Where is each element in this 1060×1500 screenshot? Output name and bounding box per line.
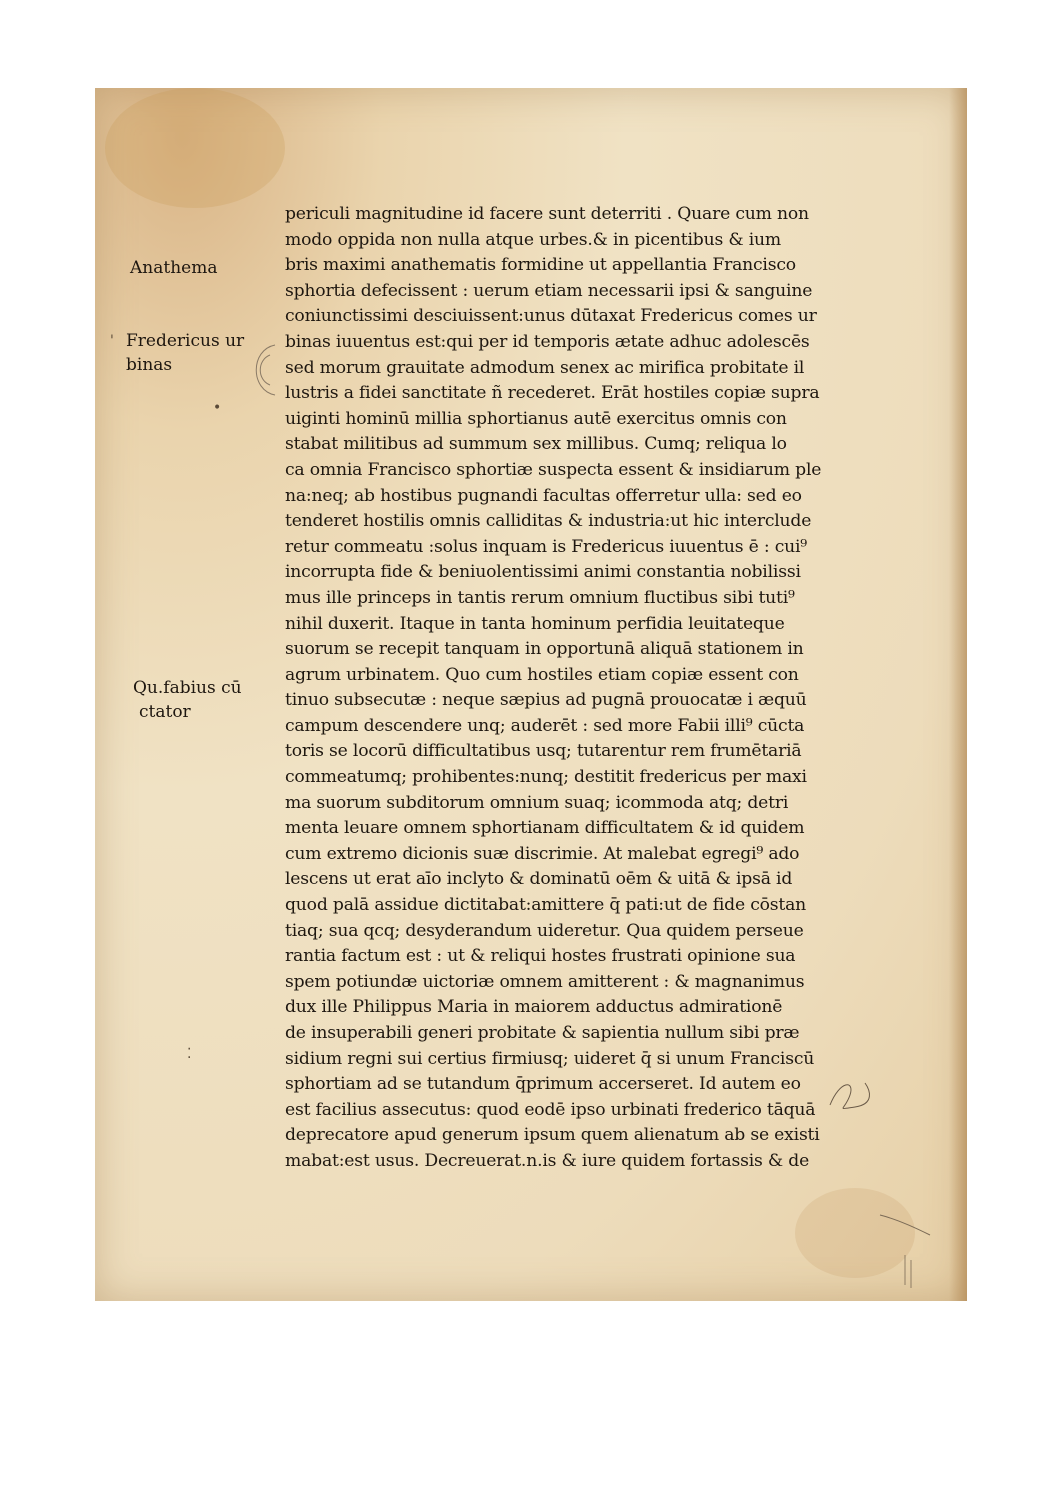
text-line: sed morum grauitate admodum senex ac mirifica probitate il [285, 357, 805, 378]
marginal-note-anathema: Anathema [130, 258, 218, 278]
text-line: spem potiundæ uictoriæ omnem amitterent : & magnanimus [285, 971, 805, 992]
text-line: tinuo subsecutæ : neque sæpius ad pugnā prouocatæ i æquū [285, 690, 807, 711]
text-line: ma suorum subditorum omnium suaq; icommoda atq; detri [285, 792, 789, 813]
marginal-note-fabius: Qu.fabius cū ctator [133, 678, 242, 722]
ink-flourish-icon [825, 1075, 875, 1115]
text-line: cum extremo dicionis suæ discrimie. At malebat egregi⁹ ado [285, 843, 800, 864]
text-line: est facilius assecutus: quod eodē ipso urbinati frederico tāquā [285, 1099, 816, 1120]
text-line: incorrupta fide & beniuolentissimi animi constantia nobilissi [285, 562, 801, 583]
text-line: lescens ut erat aīo inclyto & dominatū oēm & uitā & ipsā id [285, 869, 793, 890]
text-line: mabat:est usus. Decreuerat.n.is & iure quidem fortassis & de [285, 1150, 810, 1171]
text-line: coniunctissimi desciuissent:unus dūtaxat Fredericus comes ur [285, 306, 817, 327]
text-line: sphortia defecissent : uerum etiam necessarii ipsi & sanguine [285, 280, 813, 301]
marginal-note-fredericus: Fredericus ur binas [126, 331, 245, 375]
margin-dot-mark: • [213, 400, 222, 416]
text-line: quod palā assidue dictitabat:amittere q̄ pati:ut de fide cōstan [285, 895, 807, 916]
text-line: menta leuare omnem sphortianam difficultatem & id quidem [285, 818, 805, 839]
text-line: modo oppida non nulla atque urbes.& in picentibus & ium [285, 229, 781, 250]
text-line: nihil duxerit. Itaque in tanta hominum perfidia leuitateque [285, 613, 785, 634]
margin-dot-mark: ⁚ [187, 1046, 192, 1062]
text-line: retur commeatu :solus inquam is Fredericus iuuentus ē : cui⁹ [285, 536, 807, 557]
text-line: periculi magnitudine id facere sunt deterriti . Quare cum non [285, 204, 809, 224]
text-line: tiaq; sua qcq; desyderandum uideretur. Qua quidem perseue [285, 920, 804, 941]
text-line: lustris a fidei sanctitate ñ recederet. Erāt hostiles copiæ supra [285, 383, 820, 404]
text-line: ca omnia Francisco sphortiæ suspecta essent & insidiarum ple [285, 459, 822, 480]
text-line: stabat militibus ad summum sex millibus. Cumq; reliqua lo [285, 434, 787, 455]
text-line: binas iuuentus est:qui per id temporis ætate adhuc adolescēs [285, 331, 810, 352]
margin-dot-mark: ' [110, 333, 114, 349]
text-line: bris maximi anathematis formidine ut appellantia Francisco [285, 255, 796, 276]
text-line: rantia factum est : ut & reliqui hostes frustrati opinione sua [285, 946, 796, 967]
text-line: de insuperabili generi probitate & sapientia nullum sibi præ [285, 1023, 800, 1043]
text-line: sidium regni sui certius firmiusq; uideret q̄ si unum Franciscū [285, 1048, 815, 1069]
text-line: commeatumq; prohibentes:nunq; destitit fredericus per maxi [285, 767, 807, 788]
text-line: mus ille princeps in tantis rerum omnium fluctibus sibi tuti⁹ [285, 587, 795, 608]
text-line: toris se locorū difficultatibus usq; tutarentur rem frumētariā [285, 741, 802, 762]
text-line: campum descendere unq; auderēt : sed more Fabii illi⁹ cūcta [285, 715, 805, 736]
text-line: na:neq; ab hostibus pugnandi facultas offerretur ulla: sed eo [285, 485, 802, 506]
page-corner-curl-icon [875, 1200, 955, 1290]
text-line: deprecatore apud generum ipsum quem alienatum ab se existi [285, 1125, 820, 1146]
ink-flourish-icon [245, 340, 285, 400]
main-text-block [285, 202, 895, 1175]
text-line: uiginti hominū millia sphortianus autē exercitus omnis con [285, 408, 787, 429]
text-line: suorum se recepit tanquam in opportunā aliquā stationem in [285, 639, 804, 660]
text-line: agrum urbinatem. Quo cum hostiles etiam copiæ essent con [285, 664, 799, 685]
text-line: sphortiam ad se tutandum q̄primum accerseret. Id autem eo [285, 1074, 801, 1095]
text-line: tenderet hostilis omnis calliditas & industria:ut hic interclude [285, 511, 812, 532]
text-line: dux ille Philippus Maria in maiorem adductus admirationē [285, 997, 783, 1018]
